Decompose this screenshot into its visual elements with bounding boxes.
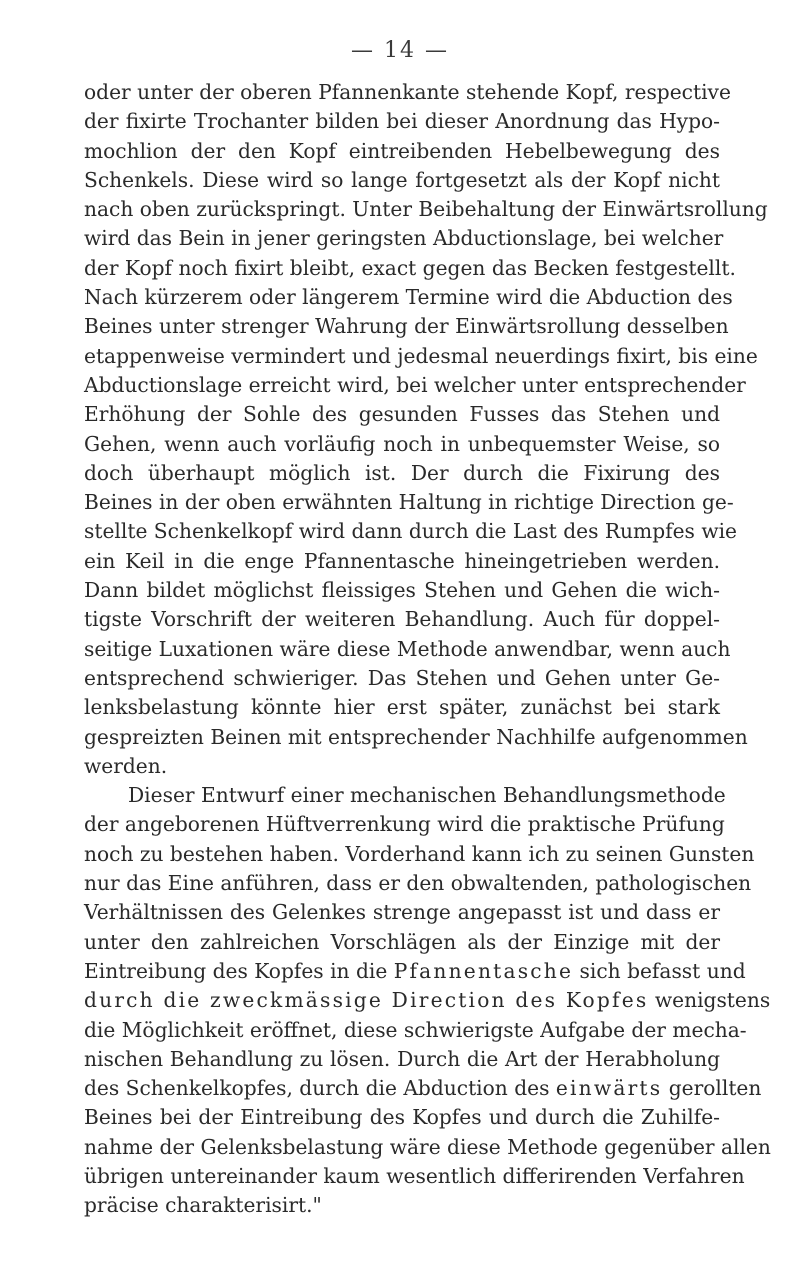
text-line: ein Keil in die enge Pfannentasche hineingetrieben werden. [84, 548, 720, 573]
page-number: — 14 — [351, 38, 449, 63]
text-line: noch zu bestehen haben. Vorderhand kann ich zu seinen Gunsten [84, 841, 755, 866]
text-line: stellte Schenkelkopf wird dann durch die Last des Rumpfes wie [84, 519, 737, 544]
text-line: Dann bildet möglichst fleissiges Stehen und Gehen die wich- [84, 578, 720, 603]
text-segment: des Schenkelkopfes, durch die Abduction des [84, 1076, 550, 1101]
text-line: wird das Bein in jener geringsten Abductionslage, bei welcher [84, 226, 724, 251]
text-segment: wenigstens [648, 988, 771, 1013]
body-text [84, 78, 771, 1221]
text-line: der Kopf noch fixirt bleibt, exact gegen das Becken festgestellt. [84, 255, 736, 280]
text-segment: sich befasst und [573, 958, 746, 983]
text-segment: gerollten [668, 1076, 762, 1101]
text-line [84, 957, 746, 986]
text-line: Nach kürzerem oder längerem Termine wird die Abduction des [84, 285, 733, 310]
text-line: nischen Behandlung zu lösen. Durch die Art der Herabholung [84, 1046, 720, 1071]
text-line: werden. [84, 753, 168, 778]
text-line: Beines in der oben erwähnten Haltung in richtige Direction ge- [84, 490, 734, 515]
emphasized-text: einwärts [555, 1076, 663, 1101]
text-line: der angeborenen Hüftverrenkung wird die praktische Prüfung [84, 812, 725, 837]
text-line: lenksbelastung könnte hier erst später, zunächst bei stark [84, 695, 720, 720]
text-line: Beines bei der Eintreibung des Kopfes und durch die Zuhilfe- [84, 1105, 720, 1130]
emphasized-text: Pfannentasche [393, 958, 574, 983]
emphasized-text: durch die zweckmässige Direction des Kopfes [84, 988, 649, 1013]
text-line: die Möglichkeit eröffnet, diese schwierigste Aufgabe der mecha- [84, 1017, 747, 1042]
text-line: doch überhaupt möglich ist. Der durch die Fixirung des [84, 460, 720, 485]
text-line: mochlion der den Kopf eintreibenden Hebelbewegung des [84, 138, 720, 163]
text-line: gespreizten Beinen mit entsprechender Nachhilfe aufgenommen [84, 724, 748, 749]
text-line: unter den zahlreichen Vorschlägen als der Einzige mit der [84, 929, 720, 954]
text-line [84, 986, 771, 1015]
text-line: seitige Luxationen wäre diese Methode anwendbar, wenn auch [84, 636, 731, 661]
text-line: nach oben zurückspringt. Unter Beibehaltung der Einwärtsrollung [84, 197, 768, 222]
text-line: tigste Vorschrift der weiteren Behandlung. Auch für doppel- [84, 607, 720, 632]
text-line: Verhältnissen des Gelenkes strenge angepasst ist und dass er [84, 900, 720, 925]
text-line: Gehen, wenn auch vorläufig noch in unbequemster Weise, so [84, 431, 720, 456]
text-line: nahme der Gelenksbelastung wäre diese Methode gegenüber allen [84, 1134, 771, 1159]
paragraph-1 [84, 78, 768, 781]
text-line: Dieser Entwurf einer mechanischen Behandlungsmethode [128, 783, 726, 808]
text-line: Abductionslage erreicht wird, bei welcher unter entsprechender [84, 372, 746, 397]
text-line: oder unter der oberen Pfannenkante stehende Kopf, respective [84, 80, 731, 104]
text-line: entsprechend schwieriger. Das Stehen und Gehen unter Ge- [84, 665, 720, 690]
text-line [84, 1074, 762, 1103]
text-line: der fixirte Trochanter bilden bei dieser Anordnung das Hypo- [84, 109, 720, 134]
text-segment: Eintreibung des Kopfes in die [84, 958, 394, 983]
paragraph-2 [84, 781, 771, 1220]
text-line: präcise charakterisirt." [84, 1193, 322, 1218]
text-line: etappenweise vermindert und jedesmal neuerdings fixirt, bis eine [84, 343, 758, 368]
text-line: nur das Eine anführen, dass er den obwaltenden, pathologischen [84, 871, 752, 896]
text-line: Erhöhung der Sohle des gesunden Fusses das Stehen und [84, 402, 720, 427]
text-line: übrigen untereinander kaum wesentlich differirenden Verfahren [84, 1163, 745, 1188]
text-line: Schenkels. Diese wird so lange fortgesetzt als der Kopf nicht [84, 167, 720, 192]
text-line: Beines unter strenger Wahrung der Einwärtsrollung desselben [84, 314, 729, 339]
